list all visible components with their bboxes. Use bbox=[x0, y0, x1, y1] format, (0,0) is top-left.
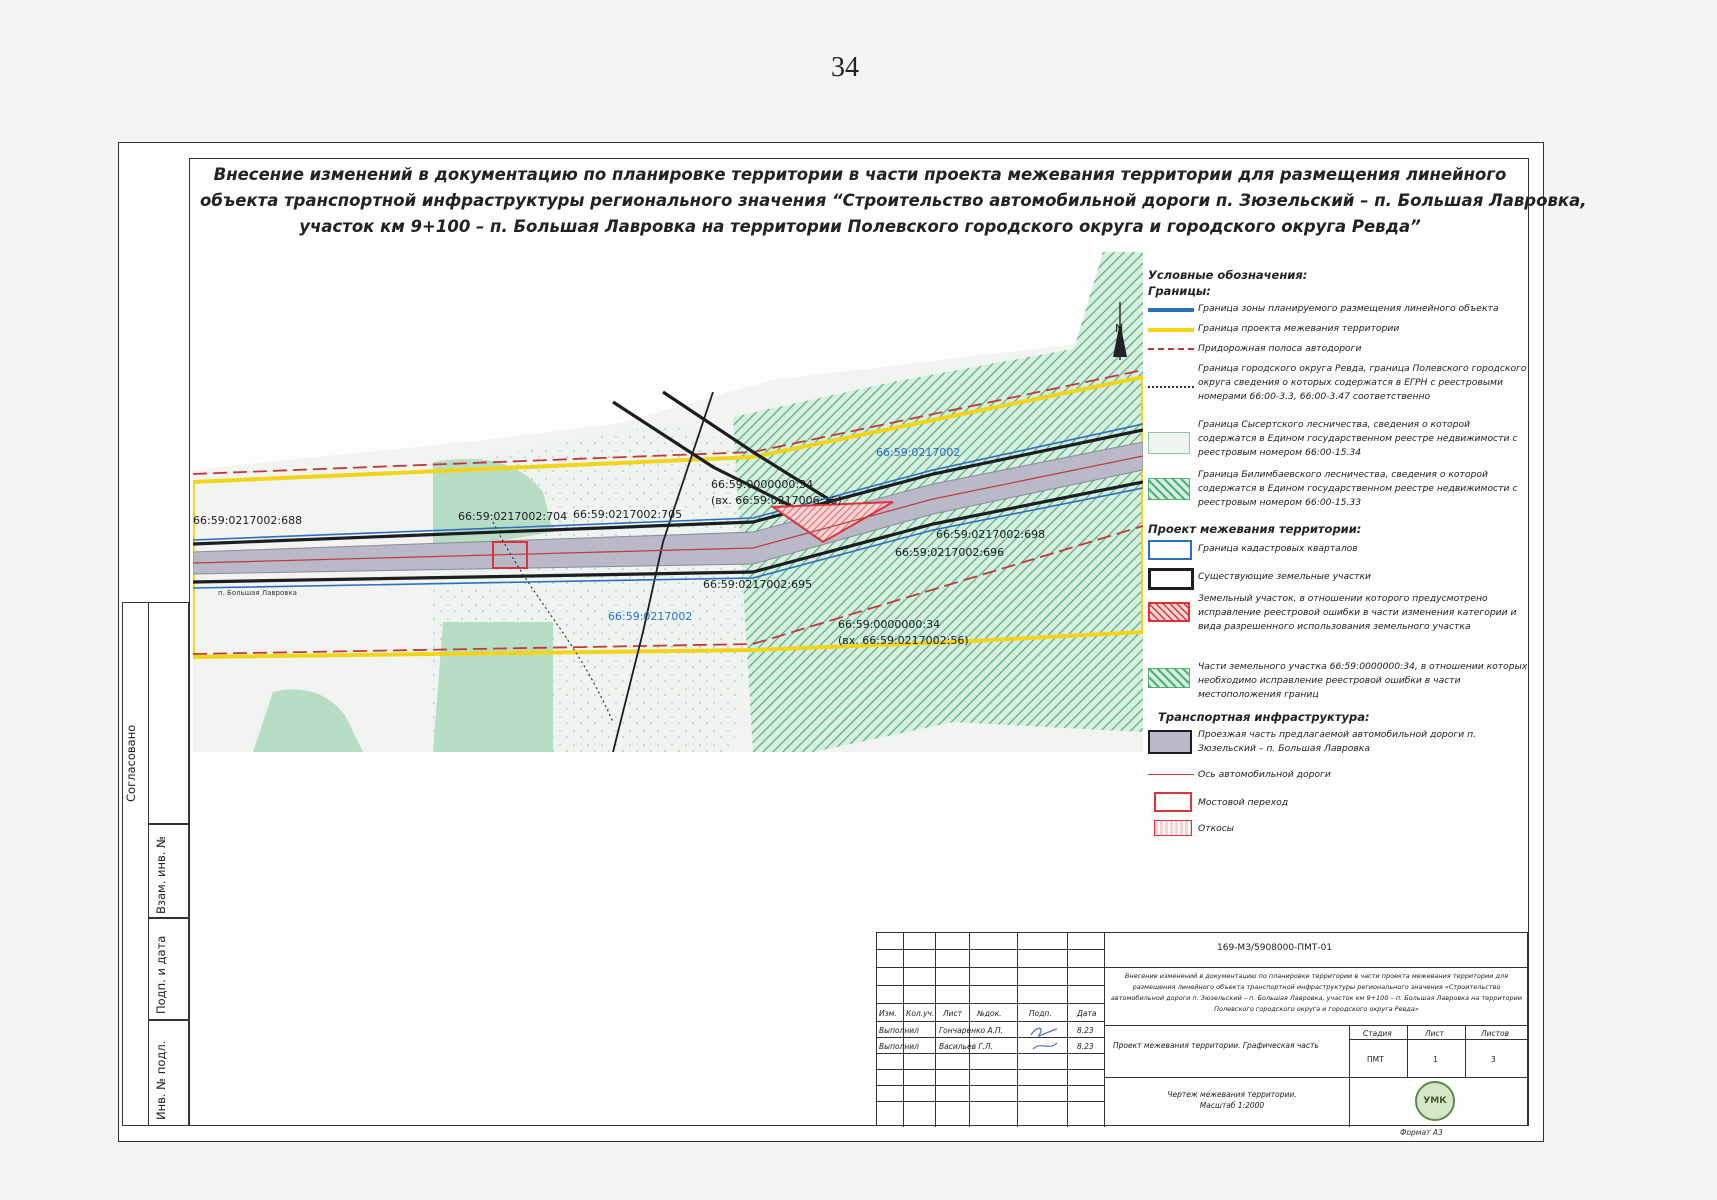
parcel-label: 66:59:0217002:704 bbox=[458, 510, 568, 523]
row-role: Выполнил bbox=[879, 1042, 919, 1051]
legend-swatch-axis bbox=[1148, 774, 1194, 775]
document-code: 169-МЗ/5908000-ПМТ-01 bbox=[1217, 943, 1333, 953]
sheet-label: Лист bbox=[1425, 1029, 1445, 1038]
quarter-label: 66:59:0217002 bbox=[876, 446, 961, 459]
legend-swatch-municipal bbox=[1148, 386, 1194, 388]
sheets-label: Листов bbox=[1481, 1029, 1510, 1038]
title-block bbox=[876, 932, 1528, 1126]
legend-swatch-parts bbox=[1148, 668, 1190, 688]
parcel-label: (вх. 66:59:0217006:16) bbox=[711, 494, 842, 507]
legend-swatch-carriageway bbox=[1148, 730, 1192, 754]
side-stamp-outer-column bbox=[122, 602, 148, 1126]
legend-item: Существующие земельные участки bbox=[1198, 571, 1372, 582]
legend-swatch-parcels bbox=[1148, 568, 1194, 590]
legend-item: Проезжая часть предлагаемой автомобильной дороги п. Зюзельский – п. Большая Лавровка bbox=[1198, 729, 1477, 754]
parcel-label: 66:59:0217002:696 bbox=[895, 546, 1005, 559]
header-list: Лист bbox=[943, 1009, 963, 1018]
legend-item: Мостовой переход bbox=[1198, 797, 1289, 808]
page-number: 34 bbox=[831, 52, 859, 83]
company-logo bbox=[1415, 1081, 1455, 1121]
parcel-label: 66:59:0217002:695 bbox=[703, 578, 813, 591]
legend-item: Придорожная полоса автодороги bbox=[1198, 343, 1362, 354]
side-label-agreed: Согласовано bbox=[124, 724, 138, 802]
legend-item: Граница Билимбаевского лесничества, сведения о которой содержатся в Едином государственном реестре недвижимости с реестровым номером 66:00-15.33 bbox=[1198, 469, 1518, 508]
row-date: 8.23 bbox=[1077, 1042, 1094, 1051]
parcel-label: 66:59:0217002:705 bbox=[573, 508, 683, 521]
north-label: N bbox=[1115, 322, 1124, 335]
legend-swatch-zone bbox=[1148, 308, 1194, 312]
legend-swatch-slopes bbox=[1154, 820, 1192, 836]
logo-text: УМК bbox=[1423, 1096, 1447, 1106]
side-label-sign: Подп. и дата bbox=[154, 935, 168, 1014]
legend-swatch-correction bbox=[1148, 602, 1190, 622]
legend-item: Откосы bbox=[1198, 823, 1235, 834]
paper-format: Формат А3 bbox=[1400, 1128, 1443, 1137]
legend-swatch-sysert bbox=[1148, 432, 1190, 454]
header-doc: №док. bbox=[977, 1009, 1002, 1018]
survey-map bbox=[193, 252, 1143, 752]
legend-project-heading: Проект межевания территории: bbox=[1148, 522, 1362, 536]
header-izm: Изм. bbox=[879, 1009, 897, 1018]
side-label-replaced: Взам. инв. № bbox=[154, 835, 168, 914]
forest-area-lower bbox=[433, 622, 553, 752]
legend-swatch-quarters bbox=[1148, 540, 1192, 560]
parcel-label: 66:59:0217002:698 bbox=[936, 528, 1046, 541]
row-name: Васильев Г.Л. bbox=[939, 1042, 993, 1051]
legend-swatch-bridge bbox=[1154, 792, 1192, 812]
legend-item: Части земельного участка 66:59:0000000:34, в отношении которых необходимо исправление реестровой ошибки в части местоположения границ bbox=[1198, 661, 1528, 700]
parcel-label: 66:59:0217002:688 bbox=[193, 514, 303, 527]
side-label-inv: Инв. № подл. bbox=[154, 1040, 168, 1120]
legend-item: Граница проекта межевания территории bbox=[1198, 323, 1400, 334]
legend-swatch-bilimbaev bbox=[1148, 478, 1190, 500]
legend-item: Ось автомобильной дороги bbox=[1198, 769, 1331, 780]
side-stamp bbox=[124, 602, 189, 1126]
stage-label: Стадия bbox=[1363, 1029, 1392, 1038]
drawing-title bbox=[200, 162, 1587, 240]
legend-item: Земельный участок, в отношении которого предусмотрено исправление реестровой ошибки в части изменения категории и вида разрешенного использования земельного участка bbox=[1198, 593, 1517, 632]
parcel-label: (вх. 66:59:0217002:56) bbox=[838, 634, 969, 647]
sheets-value: 3 bbox=[1491, 1055, 1496, 1064]
stage-value: ПМТ bbox=[1367, 1055, 1384, 1064]
drawing-name: Чертеж межевания территории. Масштаб 1:2000 bbox=[1167, 1090, 1297, 1110]
side-cell-agreed bbox=[148, 602, 189, 824]
bilimbaev-forestry-area-top bbox=[1073, 252, 1143, 352]
quarter-label: 66:59:0217002 bbox=[608, 610, 693, 623]
header-sign: Подп. bbox=[1029, 1009, 1052, 1018]
legend-borders-heading: Границы: bbox=[1148, 284, 1211, 298]
legend-item: Граница кадастровых кварталов bbox=[1198, 543, 1358, 554]
header-kol: Кол.уч. bbox=[906, 1009, 935, 1018]
row-name: Гончаренко А.П. bbox=[939, 1026, 1004, 1035]
header-date: Дата bbox=[1077, 1009, 1097, 1018]
section-name: Проект межевания территории. Графическая часть bbox=[1113, 1041, 1319, 1050]
title-line-3: участок км 9+100 – п. Большая Лавровка на территории Полевского городского округа и городского округа Ревда” bbox=[299, 217, 1421, 236]
sheet-value: 1 bbox=[1433, 1055, 1438, 1064]
legend-swatch-survey bbox=[1148, 328, 1194, 332]
legend-transport-heading: Транспортная инфраструктура: bbox=[1158, 710, 1370, 724]
signature bbox=[1027, 1021, 1063, 1057]
parcel-label: 66:59:0000000:34 bbox=[838, 618, 941, 631]
parcel-label: 66:59:0000000:34 bbox=[711, 478, 814, 491]
row-date: 8.23 bbox=[1077, 1026, 1094, 1035]
legend-item: Граница городского округа Ревда, граница Полевского городского округа сведения о которых содержатся в ЕГРН с реестровыми номерами 66:00-3.3, 66:00-3.47 соответственно bbox=[1198, 363, 1527, 402]
title-line-2: объекта транспортной инфраструктуры регионального значения “Строительство автомобильной дороги п. Зюзельский – п. Большая Лавровка, bbox=[200, 191, 1587, 210]
legend-swatch-roadside bbox=[1148, 348, 1194, 350]
legend-heading: Условные обозначения: bbox=[1148, 268, 1308, 282]
row-role: Выполнил bbox=[879, 1026, 919, 1035]
legend-item: Граница зоны планируемого размещения линейного объекта bbox=[1198, 303, 1499, 314]
document-description: Внесение изменений в документацию по планировке территории в части проекта межевания территории для размещения линейного объекта транспортной инфраструктуры регионального значения «Строительство автомобильной дороги п. Зюзельский – п. Большая Лавровка, участок км 9+100 – п. Большая Лавровка на территории Полевского городского округа и городского округа Ревда» bbox=[1110, 972, 1523, 1013]
settlement-label: п. Большая Лавровка bbox=[218, 589, 297, 597]
legend-item: Граница Сысертского лесничества, сведения о которой содержатся в Едином государственном реестре недвижимости с реестровым номером 66:00-15.34 bbox=[1198, 419, 1518, 458]
title-line-1: Внесение изменений в документацию по планировке территории в части проекта межевания территории для размещения линейного bbox=[213, 165, 1507, 184]
